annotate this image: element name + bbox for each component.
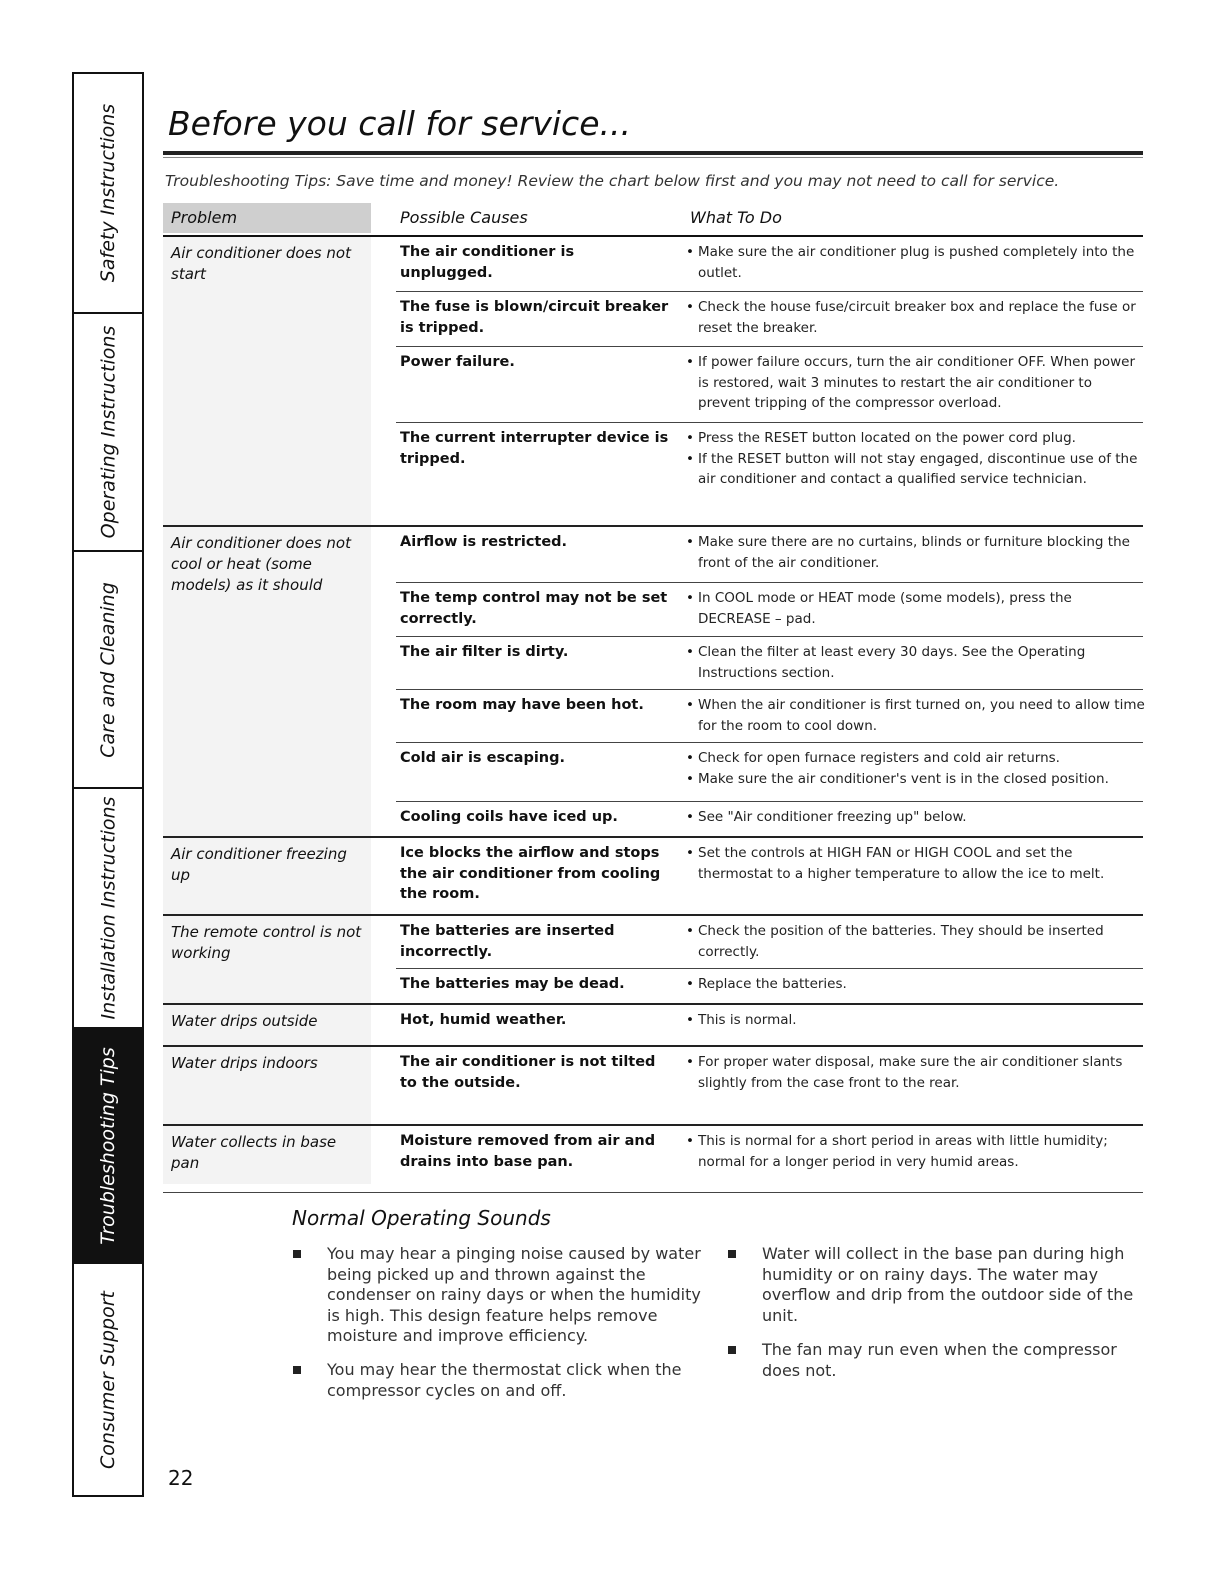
- troubleshooting-table: [163, 201, 1143, 1184]
- cause-text: Cooling coils have iced up.: [400, 809, 618, 825]
- cause-row: [396, 801, 1143, 841]
- title-rule: [163, 151, 1143, 155]
- sound-text: Water will collect in the base pan during high humidity or on rainy days. The water may overflow and drip from the outdoor side of the unit.: [762, 1244, 1134, 1325]
- bullet-square-icon: [728, 1346, 736, 1354]
- todo-item: • Press the RESET button located on the power cord plug.: [686, 428, 1146, 449]
- todo-item: • Make sure the air conditioner plug is pushed completely into the outlet.: [686, 242, 1146, 283]
- cause-text: Airflow is restricted.: [400, 534, 568, 550]
- todo-cell: [686, 1131, 1146, 1172]
- problem-group: [163, 527, 1143, 838]
- cause-text: The air conditioner is unplugged.: [400, 244, 575, 281]
- tab-operating-instructions[interactable]: [74, 314, 142, 552]
- todo-item: • This is normal for a short period in areas with little humidity; normal for a longer period in very humid areas.: [686, 1131, 1146, 1172]
- sound-item: [762, 1340, 1142, 1381]
- todo-cell: [686, 748, 1146, 789]
- todo-cell: [686, 1052, 1146, 1093]
- todo-cell: [686, 843, 1146, 884]
- todo-item: • This is normal.: [686, 1010, 1146, 1031]
- tab-label: Safety Instructions: [97, 103, 119, 283]
- cause-text: The batteries may be dead.: [400, 976, 625, 992]
- todo-cell: [686, 242, 1146, 283]
- sound-text: You may hear the thermostat click when the compressor cycles on and off.: [327, 1360, 682, 1400]
- tab-troubleshooting-tips[interactable]: [74, 1029, 142, 1264]
- sound-item: [327, 1244, 707, 1347]
- todo-item: • When the air conditioner is first turned on, you need to allow time for the room to cool down.: [686, 695, 1146, 736]
- todo-item: • If the RESET button will not stay engaged, discontinue use of the air conditioner and contact a qualified service technician.: [686, 449, 1146, 490]
- cause-row: [396, 838, 1143, 914]
- problem-text: Air conditioner does not start: [171, 244, 351, 283]
- todo-item: • Check the position of the batteries. They should be inserted correctly.: [686, 921, 1146, 962]
- cause-row: [396, 742, 1143, 801]
- tab-label: Operating Instructions: [97, 325, 119, 539]
- cause-text: Moisture removed from air and drains into base pan.: [400, 1133, 656, 1170]
- cause-row: [396, 1126, 1143, 1184]
- page-number: 22: [168, 1466, 194, 1490]
- problem-text: Air conditioner freezing up: [171, 845, 347, 884]
- todo-cell: [686, 695, 1146, 736]
- tab-safety-instructions[interactable]: [74, 74, 142, 314]
- cause-text: Hot, humid weather.: [400, 1012, 567, 1028]
- cause-text: Power failure.: [400, 354, 515, 370]
- todo-item: • Clean the filter at least every 30 days. See the Operating Instructions section.: [686, 642, 1146, 683]
- sound-item: [327, 1360, 707, 1401]
- sound-item: [762, 1244, 1142, 1326]
- bullet-square-icon: [293, 1366, 301, 1374]
- sounds-title: Normal Operating Sounds: [292, 1206, 551, 1230]
- problem-cell: [163, 1005, 371, 1045]
- cause-text: Ice blocks the airflow and stops the air conditioner from cooling the room.: [400, 845, 661, 902]
- todo-cell: [686, 642, 1146, 683]
- page-title: Before you call for service...: [168, 104, 631, 143]
- todo-cell: [686, 807, 1146, 828]
- todo-cell: [686, 352, 1146, 414]
- problem-text: Water drips indoors: [171, 1054, 318, 1072]
- problem-cell: [163, 1126, 371, 1184]
- cause-row: [396, 1005, 1143, 1045]
- cause-row: [396, 422, 1143, 526]
- todo-item: • Make sure the air conditioner's vent is in the closed position.: [686, 769, 1146, 790]
- problem-text: Water drips outside: [171, 1012, 318, 1030]
- tab-installation-instructions[interactable]: [74, 789, 142, 1029]
- todo-cell: [686, 1010, 1146, 1031]
- sound-text: The fan may run even when the compressor does not.: [762, 1340, 1117, 1380]
- cause-text: The current interrupter device is tripped.: [400, 430, 669, 467]
- bullet-square-icon: [728, 1250, 736, 1258]
- tab-label: Consumer Support: [97, 1290, 120, 1469]
- cause-text: The fuse is blown/circuit breaker is tripped.: [400, 299, 669, 336]
- problem-text: Air conditioner does not cool or heat (some models) as it should: [171, 534, 351, 594]
- cause-text: The air conditioner is not tilted to the outside.: [400, 1054, 656, 1091]
- tab-consumer-support[interactable]: [74, 1264, 142, 1495]
- cause-row: [396, 346, 1143, 422]
- cause-row: [396, 689, 1143, 742]
- todo-item: • In COOL mode or HEAT mode (some models), press the DECREASE – pad.: [686, 588, 1146, 629]
- tab-care-and-cleaning[interactable]: [74, 552, 142, 789]
- cause-row: [396, 636, 1143, 689]
- problem-group: [163, 838, 1143, 916]
- cause-text: The batteries are inserted incorrectly.: [400, 923, 615, 960]
- problem-group: [163, 916, 1143, 1005]
- cause-row: [396, 916, 1143, 968]
- title-rule-thin: [163, 157, 1143, 158]
- todo-item: • Check the house fuse/circuit breaker box and replace the fuse or reset the breaker.: [686, 297, 1146, 338]
- problem-cell: [163, 838, 371, 914]
- tab-label: Care and Cleaning: [97, 581, 120, 758]
- section-divider: [163, 1192, 1143, 1193]
- table-header: [163, 201, 1143, 237]
- problem-group: [163, 237, 1143, 527]
- todo-cell: [686, 921, 1146, 962]
- cause-text: The air filter is dirty.: [400, 644, 569, 660]
- header-what-to-do: What To Do: [690, 208, 782, 227]
- todo-item: • Replace the batteries.: [686, 974, 1146, 995]
- problem-cell: [163, 916, 371, 1003]
- todo-cell: [686, 532, 1146, 573]
- problem-group: [163, 1126, 1143, 1184]
- cause-row: [396, 582, 1143, 636]
- problem-cell: [163, 527, 371, 836]
- cause-row: [396, 1047, 1143, 1124]
- todo-cell: [686, 297, 1146, 338]
- cause-row: [396, 527, 1143, 582]
- header-possible-causes: Possible Causes: [400, 208, 528, 227]
- todo-item: • See "Air conditioner freezing up" below.: [686, 807, 1146, 828]
- todo-cell: [686, 588, 1146, 629]
- cause-row: [396, 291, 1143, 346]
- cause-row: [396, 968, 1143, 1004]
- cause-text: The room may have been hot.: [400, 697, 644, 713]
- tab-label: Installation Instructions: [97, 796, 119, 1020]
- problem-cell: [163, 1047, 371, 1124]
- todo-item: • Check for open furnace registers and cold air returns.: [686, 748, 1146, 769]
- header-problem: Problem: [171, 208, 238, 227]
- problem-group: [163, 1005, 1143, 1047]
- problem-group: [163, 1047, 1143, 1126]
- intro-text: Troubleshooting Tips: Save time and money! Review the chart below first and you may not need to call for service.: [165, 172, 1060, 190]
- problem-cell: [163, 237, 371, 525]
- bullet-square-icon: [293, 1250, 301, 1258]
- problem-text: Water collects in base pan: [171, 1133, 337, 1172]
- todo-item: • If power failure occurs, turn the air conditioner OFF. When power is restored, wait 3 minutes to restart the air conditioner to prevent tripping of the compressor overload.: [686, 352, 1146, 414]
- todo-item: • Set the controls at HIGH FAN or HIGH COOL and set the thermostat to a higher temperature to allow the ice to melt.: [686, 843, 1146, 884]
- side-tabs: [72, 72, 144, 1497]
- tab-label: Troubleshooting Tips: [97, 1046, 120, 1245]
- cause-text: The temp control may not be set correctly.: [400, 590, 668, 627]
- todo-cell: [686, 974, 1146, 995]
- cause-text: Cold air is escaping.: [400, 750, 566, 766]
- sound-text: You may hear a pinging noise caused by water being picked up and thrown against the condenser on rainy days or when the humidity is high. This design feature helps remove moisture and improve efficiency.: [327, 1244, 701, 1345]
- cause-row: [396, 237, 1143, 291]
- todo-item: • For proper water disposal, make sure the air conditioner slants slightly from the case front to the rear.: [686, 1052, 1146, 1093]
- todo-cell: [686, 428, 1146, 490]
- todo-item: • Make sure there are no curtains, blinds or furniture blocking the front of the air conditioner.: [686, 532, 1146, 573]
- problem-text: The remote control is not working: [171, 923, 362, 962]
